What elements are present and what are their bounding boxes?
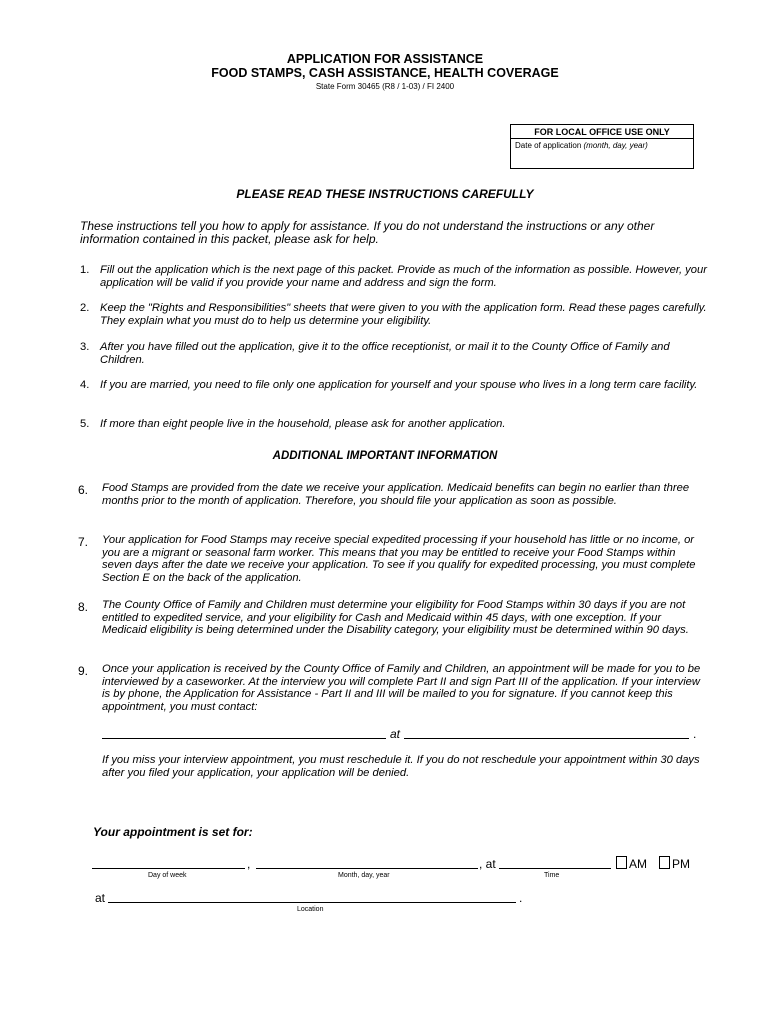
am-checkbox-group[interactable] [616, 856, 647, 871]
item-text: Fill out the application which is the next page of this packet. Provide as much of the information as possible. However, your application will be valid if you provide your name and address and sign the form. [100, 264, 707, 289]
item-text: Keep the "Rights and Responsibilities" sheets that were given to you with the application form. Read these pages carefully. They explain what you must do to help us determine your eligibility. [100, 302, 707, 327]
item-text: Your application for Food Stamps may receive special expedited processing if your household has little or no income, or you are a migrant or seasonal farm worker. This means that you may be entitled to receive your Food Stamps within seven days after the date we receive your application. To see if you qualify for expedited processing, you must complete Section E on the back of the application. [102, 534, 696, 584]
date-of-application-label: Date of application [515, 141, 582, 150]
date-of-application-field[interactable] [511, 139, 693, 152]
contact-location-field[interactable] [404, 727, 689, 739]
pm-label: PM [672, 857, 690, 871]
item-number: 9. [78, 664, 89, 678]
instruction-item [80, 418, 710, 431]
pm-checkbox-group[interactable] [659, 856, 690, 871]
location-end-period: . [519, 891, 523, 905]
form-title-line1: APPLICATION FOR ASSISTANCE [286, 52, 484, 66]
item-text: Once your application is received by the County Office of Family and Children, an appointment will be made for you to be interviewed by a caseworker. At the interview you will complete Part II and sign Part III of the application. If your interview is by phone, the Application for Assistance - Part II and III will be mailed to you for signature. If you cannot keep this appointment, you must contact: [102, 663, 701, 713]
instructions-intro: These instructions tell you how to apply for assistance. If you do not understand the instructions or any other information contained in this packet, please ask for help. [80, 219, 655, 246]
instruction-item [80, 379, 710, 392]
appointment-location-field[interactable] [108, 891, 516, 903]
day-of-week-field[interactable] [92, 857, 245, 869]
missed-appointment-notice: If you miss your interview appointment, you must reschedule it. If you do not reschedule your appointment within 30 days after you filed your application, your application will be denied. [102, 754, 700, 779]
missed-appointment-text [102, 754, 704, 779]
item-number: 4. [80, 379, 90, 391]
appointment-heading: Your appointment is set for: [93, 825, 253, 839]
appointment-time-field[interactable] [499, 857, 611, 869]
info-item [78, 663, 704, 713]
instruction-item [80, 264, 710, 289]
item-number: 3. [80, 341, 90, 353]
item-text: If you are married, you need to file only one application for yourself and your spouse who lives in a long term care facility. [100, 379, 698, 391]
info-item [78, 599, 704, 637]
item-text: The County Office of Family and Children must determine your eligibility for Food Stamps within 30 days if you are not entitled to expedited service, and your eligibility for Cash and Medicaid within 45 days, with one exception. If your Medicaid eligibility is being determined under the Disability category, your eligibility must be determined within 90 days. [102, 599, 689, 636]
item-number: 1. [80, 264, 90, 276]
item-text: If more than eight people live in the household, please ask for another application. [100, 418, 506, 430]
item-text: Food Stamps are provided from the date we receive your application. Medicaid benefits can begin no earlier than three months prior to the month of application. Therefore, you should file your application as soon as possible. [102, 482, 690, 507]
instructions-heading: PLEASE READ THESE INSTRUCTIONS CAREFULLY [236, 187, 534, 201]
item-number: 2. [80, 302, 90, 314]
office-use-box [510, 124, 694, 169]
instruction-item [80, 302, 710, 327]
item-number: 8. [78, 600, 89, 614]
item-number: 7. [78, 535, 89, 549]
pm-checkbox[interactable] [659, 856, 670, 869]
time-caption: Time [544, 872, 560, 879]
contact-name-field[interactable] [102, 727, 386, 739]
item-number: 6. [78, 483, 89, 497]
appointment-date-field[interactable] [256, 857, 478, 869]
item-text: After you have filled out the application, give it to the office receptionist, or mail it to the County Office of Family and Children. [100, 341, 670, 366]
appointment-at-time-label: , at [479, 857, 496, 871]
info-item [78, 534, 704, 584]
am-label: AM [629, 857, 647, 871]
additional-heading: ADDITIONAL IMPORTANT INFORMATION [272, 450, 498, 462]
contact-at-label: at [390, 727, 401, 741]
info-item [78, 482, 704, 507]
appointment-comma: , [247, 857, 251, 871]
form-number: State Form 30465 (R8 / 1-03) / FI 2400 [315, 82, 455, 91]
location-caption: Location [297, 906, 324, 913]
form-title-line2: FOOD STAMPS, CASH ASSISTANCE, HEALTH COVERAGE [211, 66, 559, 80]
instruction-item [80, 341, 710, 366]
date-of-application-hint: (month, day, year) [583, 141, 648, 150]
date-caption: Month, day, year [338, 872, 390, 879]
day-of-week-caption: Day of week [148, 872, 187, 879]
office-use-heading: FOR LOCAL OFFICE USE ONLY [511, 125, 693, 139]
location-at-label: at [95, 891, 106, 905]
contact-end-period: . [693, 727, 697, 741]
am-checkbox[interactable] [616, 856, 627, 869]
item-number: 5. [80, 418, 90, 430]
